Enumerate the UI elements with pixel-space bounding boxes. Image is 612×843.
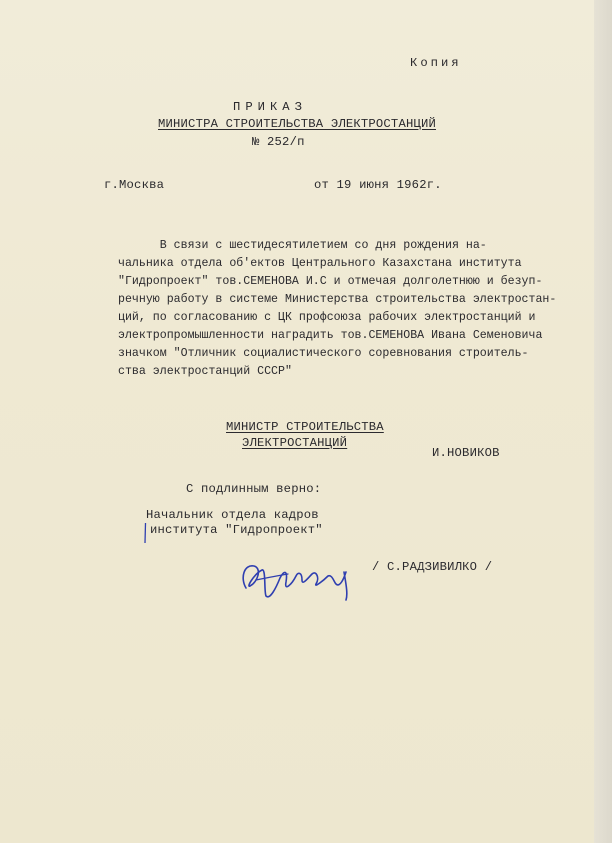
signatory-name: И.НОВИКОВ (432, 446, 500, 460)
body-line: чальника отдела об'ектов Центрального Казахстана института (118, 257, 522, 270)
signatory-title-line1: МИНИСТР СТРОИТЕЛЬСТВА (226, 420, 384, 434)
body-line: электропромышленности наградить тов.СЕМЕНОВА Ивана Семеновича (118, 329, 543, 342)
order-date: от 19 июня 1962г. (314, 178, 442, 192)
certification-label: С подлинным верно: (186, 482, 322, 496)
order-number: № 252/п (252, 135, 305, 149)
handwritten-signature (236, 548, 356, 606)
body-line: ций, по согласованию с ЦК профсоюза рабочих электростанций и (118, 311, 536, 324)
body-line: значком "Отличник социалистического соревнования строитель- (118, 347, 529, 360)
body-line: В связи с шестидесятилетием со дня рождения на- (118, 239, 487, 252)
copy-label: Копия (410, 56, 462, 70)
place-label: г.Москва (104, 178, 165, 192)
pen-mark (144, 522, 147, 544)
signatory-title-line2: ЭЛЕКТРОСТАНЦИЙ (242, 436, 348, 450)
body-line: ства электростанций СССР" (118, 365, 292, 378)
certifier-position-line1: Начальник отдела кадров (146, 508, 319, 522)
ministry-title: МИНИСТРА СТРОИТЕЛЬСТВА ЭЛЕКТРОСТАНЦИЙ (158, 117, 437, 131)
scan-edge (594, 0, 612, 843)
certifier-name: / С.РАДЗИВИЛКО / (372, 560, 493, 574)
body-line: "Гидропроект" тов.СЕМЕНОВА И.С и отмечая долголетнюю и безуп- (118, 275, 543, 288)
order-title: ПРИКАЗ (233, 100, 307, 114)
body-line: речную работу в системе Министерства строительства электростан- (118, 293, 557, 306)
certifier-position-line2: института "Гидропроект" (150, 523, 323, 537)
